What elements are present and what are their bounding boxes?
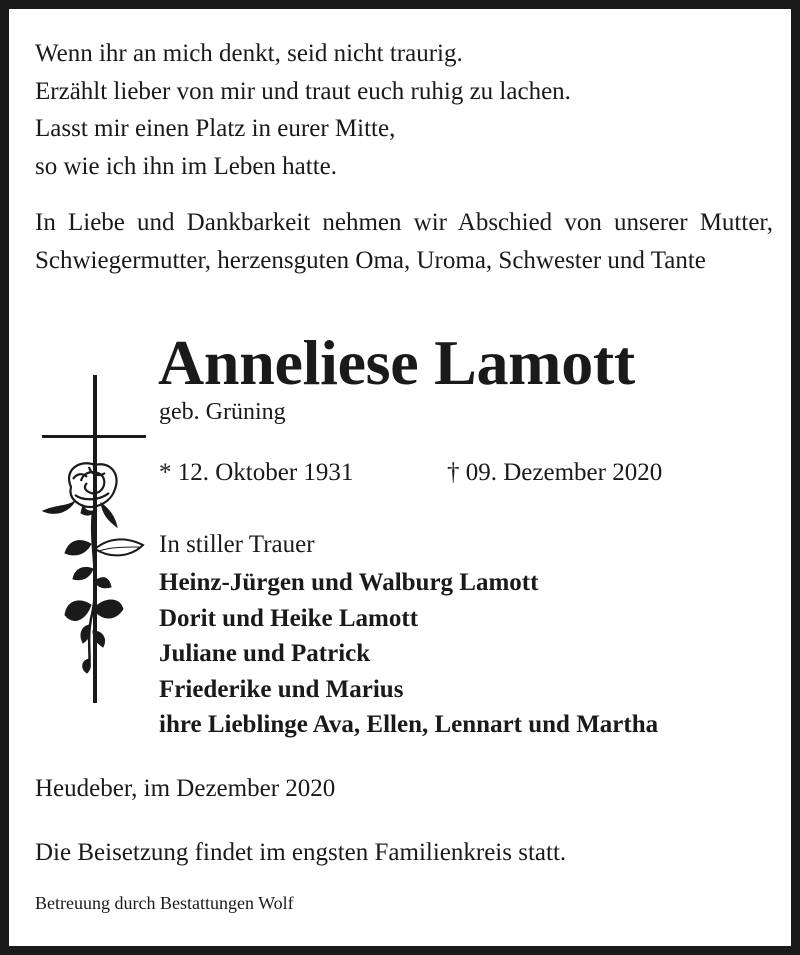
poem-line: Erzählt lieber von mir und traut euch ruhig zu lachen.	[35, 77, 571, 105]
poem-line: Wenn ihr an mich denkt, seid nicht traurig.	[35, 40, 463, 67]
memorial-poem	[35, 35, 571, 185]
maiden-name: geb. Grüning	[159, 399, 286, 425]
birth-date: * 12. Oktober 1931	[159, 459, 354, 486]
cross-with-rose-icon	[31, 369, 146, 704]
death-date: † 09. Dezember 2020	[447, 459, 663, 486]
mourner-line: Juliane und Patrick	[159, 640, 371, 667]
burial-note: Die Beisetzung findet im engsten Familienkreis statt.	[35, 839, 567, 866]
poem-line: Lasst mir einen Platz in eurer Mitte,	[35, 115, 396, 142]
mourner-line: Dorit und Heike Lamott	[159, 604, 419, 632]
mourning-title: In stiller Trauer	[159, 531, 315, 558]
farewell-text: In Liebe und Dankbarkeit nehmen wir Abschied von unserer Mutter, Schwiegermutter, herzensguten Oma, Uroma, Schwester und Tante	[35, 209, 773, 274]
deceased-name: Anneliese Lamott	[158, 327, 635, 398]
mourner-line: Heinz-Jürgen und Walburg Lamott	[159, 569, 539, 596]
undertaker-credit: Betreuung durch Bestattungen Wolf	[35, 893, 294, 913]
poem-line: so wie ich ihn im Leben hatte.	[35, 152, 338, 180]
place-date: Heudeber, im Dezember 2020	[35, 775, 336, 802]
mourner-line: Friederike und Marius	[159, 675, 404, 703]
mourners-list	[159, 565, 658, 743]
mourner-line: ihre Lieblinge Ava, Ellen, Lennart und Martha	[159, 711, 659, 738]
